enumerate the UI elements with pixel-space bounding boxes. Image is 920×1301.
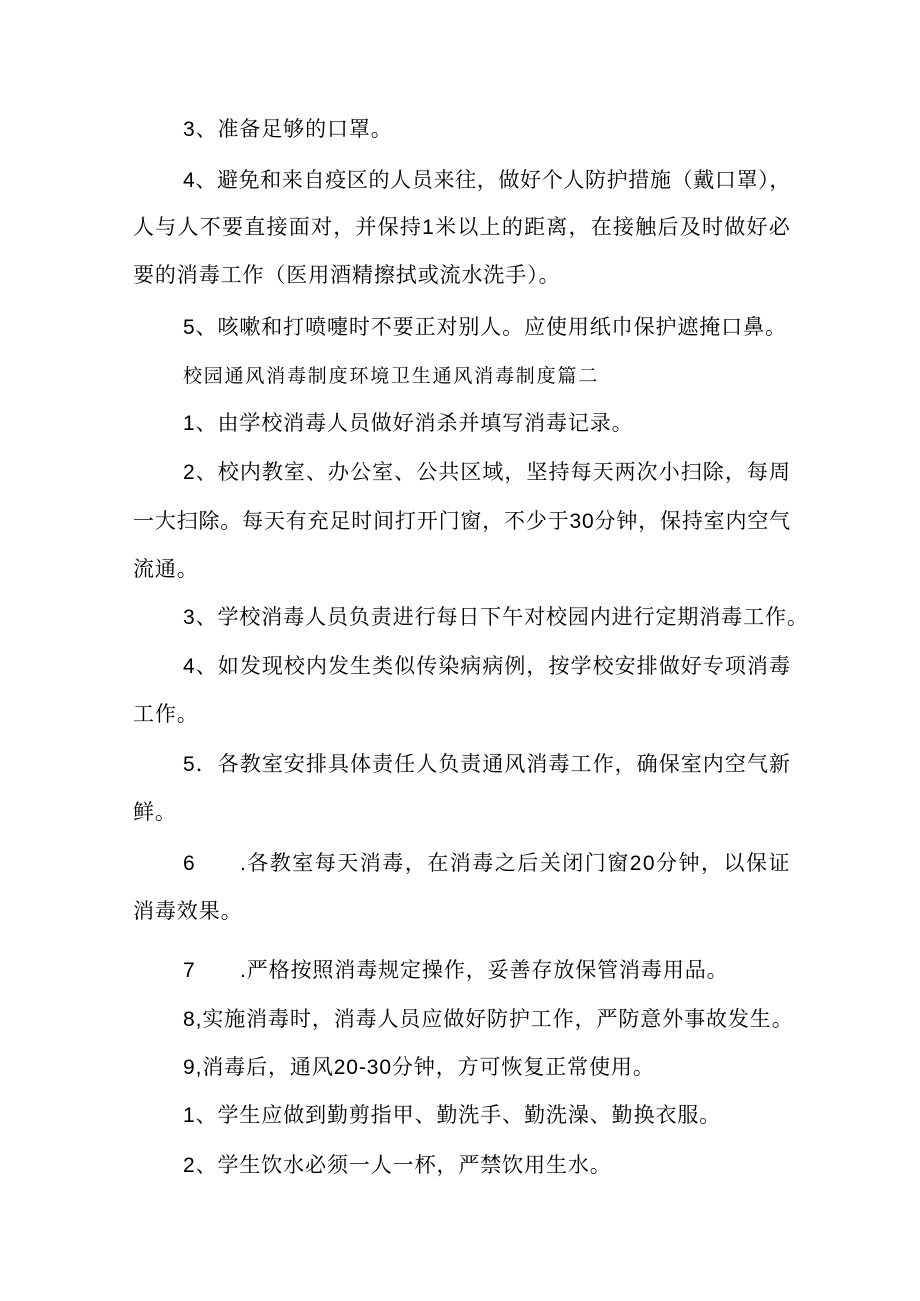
paragraph-line: 鲜。	[133, 801, 177, 824]
paragraph-line: 4、避免和来自疫区的人员来往，做好个人防护措施（戴口罩），	[183, 169, 791, 192]
paragraph-line: 5、咳嗽和打喷嚏时不要正对别人。应使用纸巾保护遮掩口鼻。	[183, 316, 787, 339]
paragraph-line: 工作。	[133, 703, 199, 726]
item-number: 6	[183, 852, 195, 875]
paragraph-line: 4、如发现校内发生类似传染病病例，按学校安排做好专项消毒	[183, 655, 791, 678]
paragraph-line: 8,实施消毒时，消毒人员应做好防护工作，严防意外事故发生。	[183, 1008, 794, 1031]
paragraph-line: 1、学生应做到勤剪指甲、勤洗手、勤洗澡、勤换衣服。	[183, 1104, 722, 1127]
paragraph-line: 2、校内教室、办公室、公共区域，坚持每天两次小扫除，每周	[183, 461, 791, 484]
paragraph-line: 9,消毒后，通风20-30分钟，方可恢复正常使用。	[183, 1056, 655, 1079]
paragraph-line: 5．各教室安排具体责任人负责通风消毒工作，确保室内空气新	[183, 753, 791, 776]
paragraph-line: 人与人不要直接面对，并保持1米以上的距离，在接触后及时做好必	[133, 216, 791, 239]
paragraph-line: 3、准备足够的口罩。	[183, 118, 393, 141]
paragraph-line: 流通。	[133, 558, 199, 581]
section-heading: 校园通风消毒制度环境卫生通风消毒制度篇二	[183, 366, 600, 387]
paragraph-line: 2、学生饮水必须一人一杯，严禁饮用生水。	[183, 1154, 612, 1177]
paragraph-line: .各教室每天消毒，在消毒之后关闭门窗20分钟，以保证	[240, 852, 791, 875]
paragraph-line: 一大扫除。每天有充足时间打开门窗，不少于30分钟，保持室内空气	[133, 510, 791, 533]
paragraph-line: 要的消毒工作（医用酒精擦拭或流水洗手）。	[133, 264, 561, 287]
paragraph-line: 消毒效果。	[133, 900, 243, 923]
item-number: 7	[183, 959, 195, 982]
paragraph-line: 1、由学校消毒人员做好消杀并填写消毒记录。	[183, 412, 634, 435]
paragraph-line: 3、学校消毒人员负责进行每日下午对校园内进行定期消毒工作。	[183, 606, 809, 629]
paragraph-line: .严格按照消毒规定操作，妥善存放保管消毒用品。	[240, 959, 729, 982]
